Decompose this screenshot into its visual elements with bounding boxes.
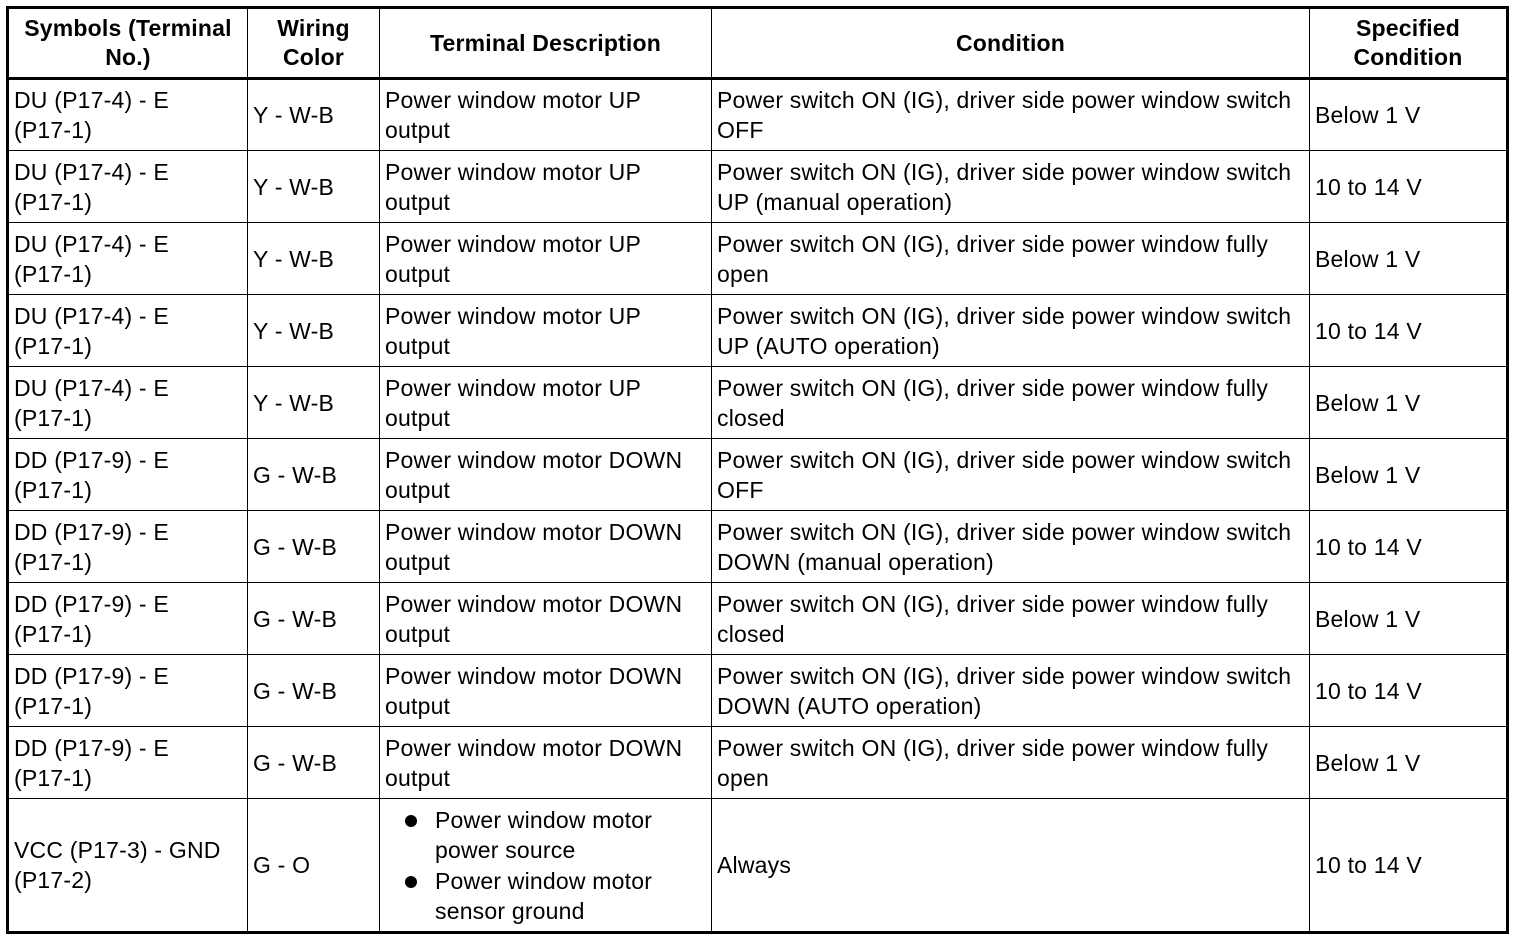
cell-wiring-color: G - W-B xyxy=(248,583,380,655)
cell-terminal-description: Power window motor DOWN output xyxy=(380,583,712,655)
cell-wiring-color: G - W-B xyxy=(248,439,380,511)
cell-terminal-description: Power window motor DOWN output xyxy=(380,511,712,583)
cell-terminal-description: Power window motor UP output xyxy=(380,223,712,295)
cell-terminal-description: Power window motor DOWN output xyxy=(380,727,712,799)
cell-specified-condition: 10 to 14 V xyxy=(1310,511,1508,583)
cell-specified-condition: Below 1 V xyxy=(1310,223,1508,295)
cell-terminal-description xyxy=(380,799,712,933)
table-row xyxy=(8,727,1508,799)
cell-symbols: VCC (P17-3) - GND (P17-2) xyxy=(8,799,248,933)
cell-terminal-description: Power window motor UP output xyxy=(380,367,712,439)
cell-wiring-color: Y - W-B xyxy=(248,151,380,223)
cell-specified-condition: Below 1 V xyxy=(1310,583,1508,655)
cell-symbols: DD (P17-9) - E (P17-1) xyxy=(8,439,248,511)
header-terminal-description: Terminal Description xyxy=(380,8,712,79)
cell-condition: Power switch ON (IG), driver side power window fully open xyxy=(712,223,1310,295)
header-wiring-color: Wiring Color xyxy=(248,8,380,79)
cell-wiring-color: Y - W-B xyxy=(248,223,380,295)
cell-condition: Power switch ON (IG), driver side power window fully open xyxy=(712,727,1310,799)
cell-condition: Power switch ON (IG), driver side power window fully closed xyxy=(712,583,1310,655)
cell-specified-condition: Below 1 V xyxy=(1310,727,1508,799)
cell-specified-condition: Below 1 V xyxy=(1310,367,1508,439)
cell-terminal-description: Power window motor DOWN output xyxy=(380,655,712,727)
table-row xyxy=(8,799,1508,933)
cell-wiring-color: G - W-B xyxy=(248,655,380,727)
cell-symbols: DU (P17-4) - E (P17-1) xyxy=(8,295,248,367)
cell-condition: Power switch ON (IG), driver side power window fully closed xyxy=(712,367,1310,439)
table-row xyxy=(8,367,1508,439)
cell-specified-condition: 10 to 14 V xyxy=(1310,799,1508,933)
cell-specified-condition: Below 1 V xyxy=(1310,439,1508,511)
cell-symbols: DD (P17-9) - E (P17-1) xyxy=(8,655,248,727)
list-item-text: Power window motor power source xyxy=(435,806,653,863)
cell-terminal-description: Power window motor UP output xyxy=(380,151,712,223)
cell-symbols: DU (P17-4) - E (P17-1) xyxy=(8,367,248,439)
list-item xyxy=(385,866,706,926)
terminal-spec-table xyxy=(6,6,1509,934)
cell-symbols: DD (P17-9) - E (P17-1) xyxy=(8,727,248,799)
list-item xyxy=(385,805,706,865)
table-row xyxy=(8,439,1508,511)
table-header xyxy=(8,8,1508,79)
cell-wiring-color: G - W-B xyxy=(248,511,380,583)
header-condition: Condition xyxy=(712,8,1310,79)
cell-condition: Always xyxy=(712,799,1310,933)
cell-specified-condition: 10 to 14 V xyxy=(1310,151,1508,223)
table-body xyxy=(8,79,1508,933)
cell-symbols: DD (P17-9) - E (P17-1) xyxy=(8,511,248,583)
bullet-icon xyxy=(405,876,417,888)
cell-condition: Power switch ON (IG), driver side power window switch OFF xyxy=(712,439,1310,511)
header-row xyxy=(8,8,1508,79)
table-row xyxy=(8,223,1508,295)
cell-symbols: DU (P17-4) - E (P17-1) xyxy=(8,79,248,151)
cell-condition: Power switch ON (IG), driver side power window switch DOWN (manual operation) xyxy=(712,511,1310,583)
bullet-icon xyxy=(405,815,417,827)
cell-wiring-color: Y - W-B xyxy=(248,295,380,367)
terminal-description-list xyxy=(385,805,706,926)
cell-wiring-color: G - W-B xyxy=(248,727,380,799)
table-row xyxy=(8,151,1508,223)
cell-specified-condition: 10 to 14 V xyxy=(1310,295,1508,367)
cell-condition: Power switch ON (IG), driver side power window switch DOWN (AUTO operation) xyxy=(712,655,1310,727)
cell-condition: Power switch ON (IG), driver side power window switch OFF xyxy=(712,79,1310,151)
list-item-text: Power window motor sensor ground xyxy=(435,867,653,924)
cell-condition: Power switch ON (IG), driver side power window switch UP (manual operation) xyxy=(712,151,1310,223)
cell-terminal-description: Power window motor DOWN output xyxy=(380,439,712,511)
table-row xyxy=(8,79,1508,151)
cell-symbols: DD (P17-9) - E (P17-1) xyxy=(8,583,248,655)
cell-specified-condition: Below 1 V xyxy=(1310,79,1508,151)
cell-symbols: DU (P17-4) - E (P17-1) xyxy=(8,223,248,295)
cell-symbols: DU (P17-4) - E (P17-1) xyxy=(8,151,248,223)
cell-wiring-color: Y - W-B xyxy=(248,79,380,151)
header-symbols: Symbols (Terminal No.) xyxy=(8,8,248,79)
table-row xyxy=(8,511,1508,583)
cell-wiring-color: Y - W-B xyxy=(248,367,380,439)
table-row xyxy=(8,583,1508,655)
cell-condition: Power switch ON (IG), driver side power window switch UP (AUTO operation) xyxy=(712,295,1310,367)
table-row xyxy=(8,295,1508,367)
header-specified-condition: Specified Condition xyxy=(1310,8,1508,79)
table-row xyxy=(8,655,1508,727)
cell-terminal-description: Power window motor UP output xyxy=(380,295,712,367)
cell-wiring-color: G - O xyxy=(248,799,380,933)
cell-terminal-description: Power window motor UP output xyxy=(380,79,712,151)
cell-specified-condition: 10 to 14 V xyxy=(1310,655,1508,727)
